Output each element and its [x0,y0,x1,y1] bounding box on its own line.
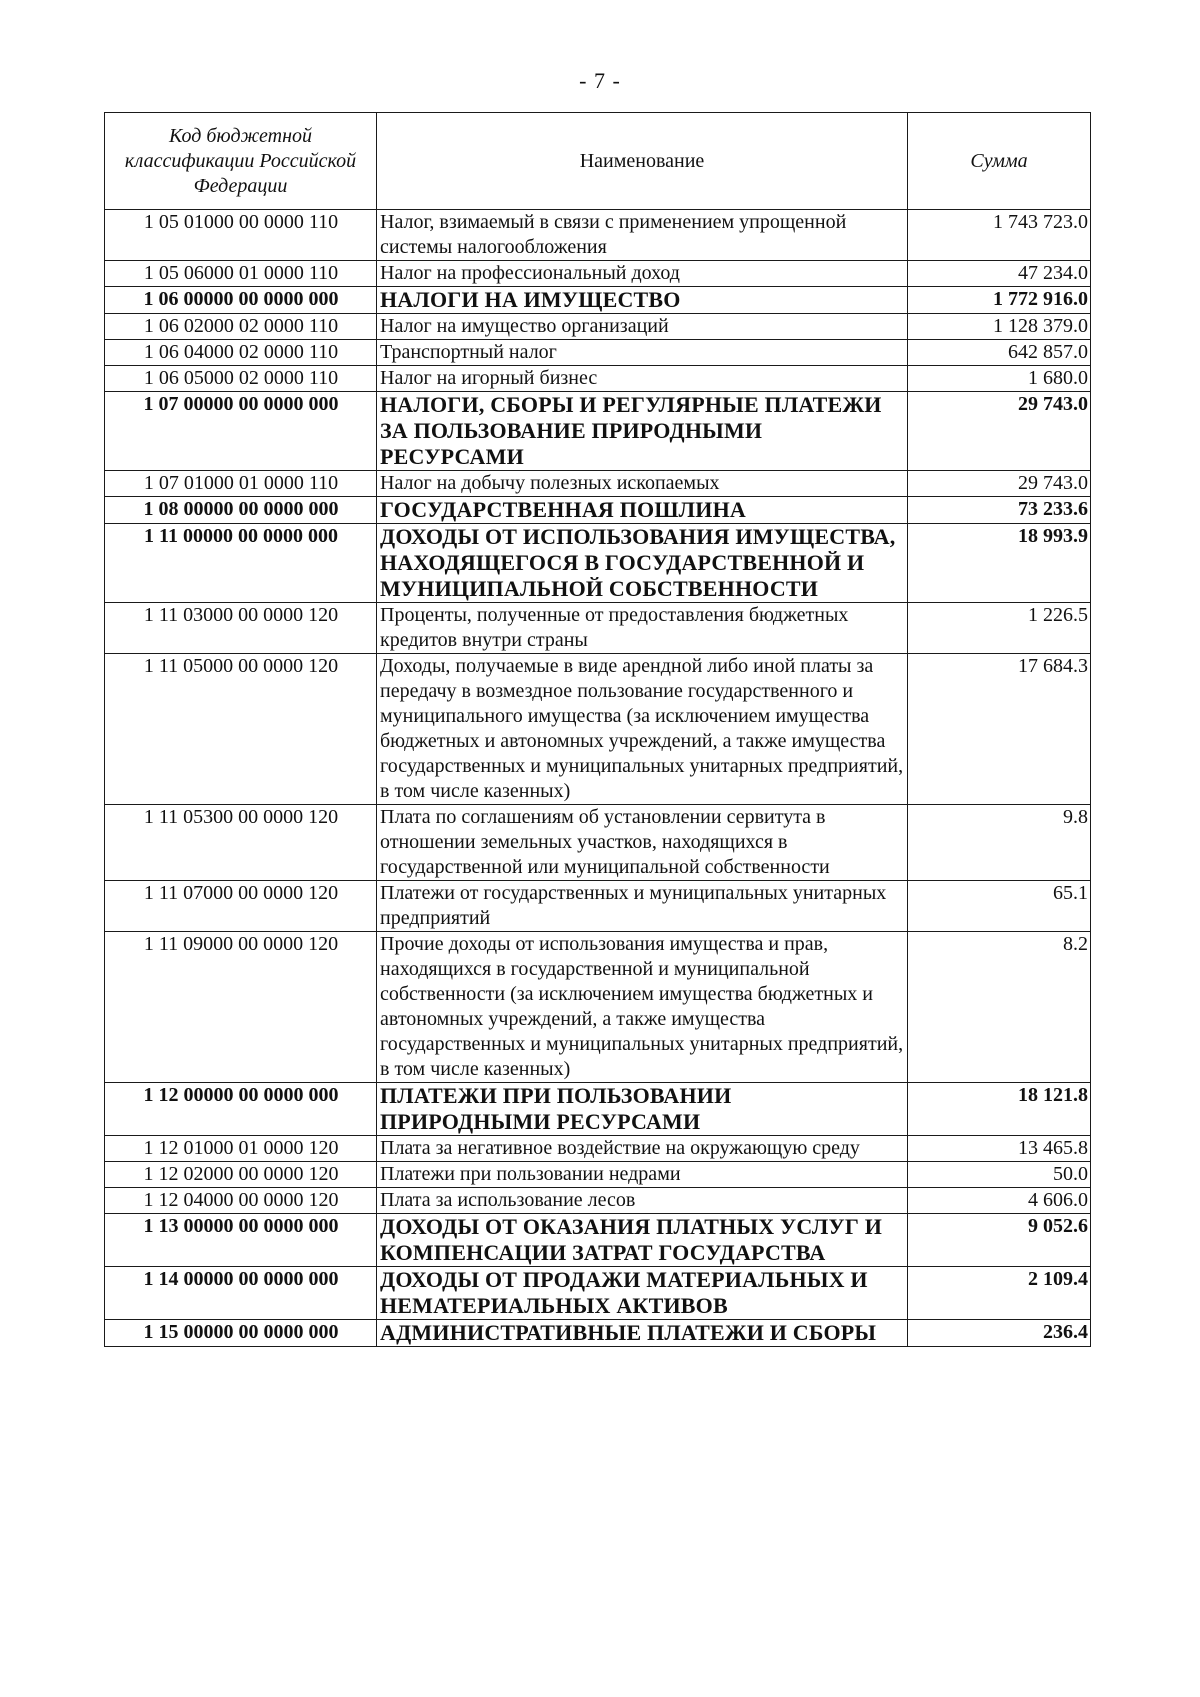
table-row [105,366,1091,392]
budget-revenue-table [104,112,1091,1347]
row-code: 1 05 06000 01 0000 110 [105,261,377,287]
row-code: 1 06 02000 02 0000 110 [105,314,377,340]
row-name: Плата за негативное воздействие на окружающую среду [377,1136,908,1162]
column-header-name: Наименование [377,113,908,210]
row-name: ДОХОДЫ ОТ ОКАЗАНИЯ ПЛАТНЫХ УСЛУГ И КОМПЕНСАЦИИ ЗАТРАТ ГОСУДАРСТВА [377,1214,908,1267]
row-sum: 1 128 379.0 [908,314,1091,340]
row-code: 1 15 00000 00 0000 000 [105,1320,377,1347]
row-name: ДОХОДЫ ОТ ИСПОЛЬЗОВАНИЯ ИМУЩЕСТВА, НАХОДЯЩЕГОСЯ В ГОСУДАРСТВЕННОЙ И МУНИЦИПАЛЬНОЙ СОБСТВЕННОСТИ [377,524,908,603]
row-sum: 65.1 [908,881,1091,932]
row-name: Доходы, получаемые в виде арендной либо иной платы за передачу в возмездное пользование государственного и муниципального имущества (за исключением имущества бюджетных и автономных учреждений, а также имущества государственных и муниципальных унитарных предприятий, в том числе казенных) [377,654,908,805]
row-sum: 18 993.9 [908,524,1091,603]
table-row-section [105,1083,1091,1136]
table-row [105,340,1091,366]
row-sum: 4 606.0 [908,1188,1091,1214]
row-sum: 13 465.8 [908,1136,1091,1162]
row-name: Проценты, полученные от предоставления бюджетных кредитов внутри страны [377,603,908,654]
row-code: 1 06 00000 00 0000 000 [105,287,377,314]
row-name: ГОСУДАРСТВЕННАЯ ПОШЛИНА [377,497,908,524]
table-row-section [105,497,1091,524]
row-code: 1 12 01000 01 0000 120 [105,1136,377,1162]
row-name: Плата за использование лесов [377,1188,908,1214]
row-name: Платежи при пользовании недрами [377,1162,908,1188]
table-row-section [105,524,1091,603]
row-name: АДМИНИСТРАТИВНЫЕ ПЛАТЕЖИ И СБОРЫ [377,1320,908,1347]
row-name: Прочие доходы от использования имущества и прав, находящихся в государственной и муниципальной собственности (за исключением имущества бюджетных и автономных учреждений, а также имущества государственных и муниципальных унитарных предприятий, в том числе казенных) [377,932,908,1083]
column-header-code: Код бюджетной классификации Российской Федерации [105,113,377,210]
table-row [105,1188,1091,1214]
row-code: 1 08 00000 00 0000 000 [105,497,377,524]
row-code: 1 07 01000 01 0000 110 [105,471,377,497]
table-row [105,603,1091,654]
row-code: 1 11 05000 00 0000 120 [105,654,377,805]
row-sum: 236.4 [908,1320,1091,1347]
table-header-row [105,113,1091,210]
row-sum: 2 109.4 [908,1267,1091,1320]
table-row [105,1136,1091,1162]
row-name: ДОХОДЫ ОТ ПРОДАЖИ МАТЕРИАЛЬНЫХ И НЕМАТЕРИАЛЬНЫХ АКТИВОВ [377,1267,908,1320]
table-row [105,210,1091,261]
row-code: 1 12 00000 00 0000 000 [105,1083,377,1136]
row-name: Налог на игорный бизнес [377,366,908,392]
row-sum: 9 052.6 [908,1214,1091,1267]
table-row-section [105,287,1091,314]
row-code: 1 11 07000 00 0000 120 [105,881,377,932]
row-sum: 8.2 [908,932,1091,1083]
row-code: 1 11 00000 00 0000 000 [105,524,377,603]
table-row [105,881,1091,932]
row-code: 1 12 02000 00 0000 120 [105,1162,377,1188]
table-row [105,805,1091,881]
table-row [105,471,1091,497]
row-sum: 29 743.0 [908,392,1091,471]
row-sum: 1 743 723.0 [908,210,1091,261]
row-sum: 1 772 916.0 [908,287,1091,314]
row-sum: 50.0 [908,1162,1091,1188]
row-sum: 17 684.3 [908,654,1091,805]
row-name: Платежи от государственных и муниципальных унитарных предприятий [377,881,908,932]
row-code: 1 13 00000 00 0000 000 [105,1214,377,1267]
row-name: Налог на добычу полезных ископаемых [377,471,908,497]
row-sum: 73 233.6 [908,497,1091,524]
row-name: НАЛОГИ, СБОРЫ И РЕГУЛЯРНЫЕ ПЛАТЕЖИ ЗА ПОЛЬЗОВАНИЕ ПРИРОДНЫМИ РЕСУРСАМИ [377,392,908,471]
column-header-sum: Сумма [908,113,1091,210]
table-row-section [105,1214,1091,1267]
row-sum: 29 743.0 [908,471,1091,497]
row-code: 1 11 03000 00 0000 120 [105,603,377,654]
row-sum: 9.8 [908,805,1091,881]
row-code: 1 07 00000 00 0000 000 [105,392,377,471]
table-row [105,261,1091,287]
row-sum: 1 226.5 [908,603,1091,654]
table-row-section [105,1267,1091,1320]
row-name: Налог на профессиональный доход [377,261,908,287]
row-sum: 47 234.0 [908,261,1091,287]
row-name: НАЛОГИ НА ИМУЩЕСТВО [377,287,908,314]
table-row-section [105,392,1091,471]
page-number: - 7 - [579,68,621,93]
row-sum: 1 680.0 [908,366,1091,392]
row-name: Налог, взимаемый в связи с применением упрощенной системы налогообложения [377,210,908,261]
table-row [105,654,1091,805]
row-code: 1 11 05300 00 0000 120 [105,805,377,881]
row-sum: 642 857.0 [908,340,1091,366]
row-code: 1 06 05000 02 0000 110 [105,366,377,392]
table-row [105,314,1091,340]
table-row [105,1162,1091,1188]
row-name: Транспортный налог [377,340,908,366]
table-row-section [105,1320,1091,1347]
row-name: ПЛАТЕЖИ ПРИ ПОЛЬЗОВАНИИ ПРИРОДНЫМИ РЕСУРСАМИ [377,1083,908,1136]
table-row [105,932,1091,1083]
row-code: 1 11 09000 00 0000 120 [105,932,377,1083]
row-code: 1 12 04000 00 0000 120 [105,1188,377,1214]
row-name: Плата по соглашениям об установлении сервитута в отношении земельных участков, находящихся в государственной или муниципальной собственности [377,805,908,881]
row-code: 1 06 04000 02 0000 110 [105,340,377,366]
row-sum: 18 121.8 [908,1083,1091,1136]
row-name: Налог на имущество организаций [377,314,908,340]
row-code: 1 14 00000 00 0000 000 [105,1267,377,1320]
row-code: 1 05 01000 00 0000 110 [105,210,377,261]
